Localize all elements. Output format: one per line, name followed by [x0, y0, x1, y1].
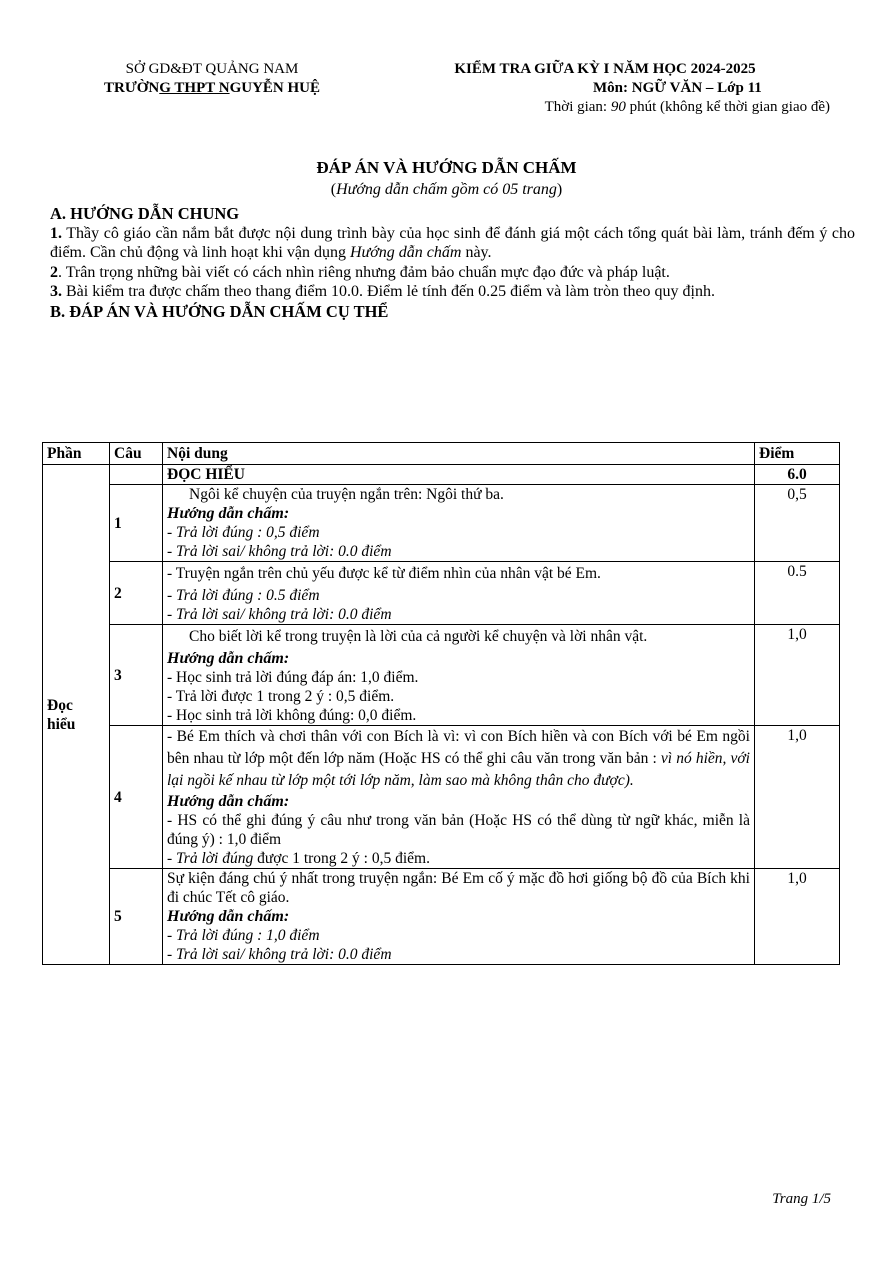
rule-number: 3. [50, 283, 62, 300]
subject-line: Môn: NGỮ VĂN – Lớp 11 [593, 80, 762, 96]
general-guide [50, 204, 855, 321]
guide-line: - Trả lời được 1 trong 2 ý : 0,5 điểm. [167, 688, 395, 705]
guide-line: - Trả lời đúng : 0,5 điểm [167, 524, 320, 541]
guide-label: Hướng dẫn chấm: [167, 908, 290, 925]
rule-number: 1. [50, 224, 62, 242]
question-number: 4 [110, 726, 163, 869]
points-cell: 0.5 [755, 562, 840, 625]
section-a-heading: A. HƯỚNG DẪN CHUNG [50, 204, 240, 223]
points-cell: 1,0 [755, 869, 840, 965]
rule-2 [50, 263, 855, 283]
guide-line: - Trả lời sai/ không trả lời: 0.0 điểm [167, 606, 392, 623]
table-row [43, 485, 840, 562]
points-cell: 1,0 [755, 726, 840, 869]
subtitle-text: Hướng dẫn chấm gồm có 05 trang [336, 181, 557, 198]
content-cell [163, 726, 755, 869]
guide-label: Hướng dẫn chấm: [167, 650, 290, 667]
header-left [62, 60, 362, 98]
department-name: SỞ GD&ĐT QUẢNG NAM [125, 61, 299, 77]
rule-text: Bài kiểm tra được chấm theo thang điểm 10.0. Điểm lẻ tính đến 0.25 điểm và làm tròn theo quy định. [62, 283, 715, 300]
question-number: 1 [110, 485, 163, 562]
time-value: 90 [610, 99, 626, 115]
col-part-header: Phần [43, 443, 110, 465]
answer-text: Ngôi kể chuyện của truyện ngắn trên: Ngôi thứ ba. [189, 486, 504, 503]
content-cell [163, 485, 755, 562]
exam-title: KIỂM TRA GIỮA KỲ I NĂM HỌC 2024-2025 [454, 61, 756, 77]
school-name-underlined: G THPT N [159, 80, 230, 96]
content-cell [163, 869, 755, 965]
document-title: ĐÁP ÁN VÀ HƯỚNG DẪN CHẤM [316, 158, 577, 177]
question-number: 5 [110, 869, 163, 965]
page-number: Trang 1/5 [772, 1191, 831, 1207]
grading-table [42, 442, 840, 965]
guide-line: - HS có thể ghi đúng ý câu như trong văn bản (Hoặc HS có thể dùng từ ngữ khác, miễn là đúng ý) : 1,0 điểm [167, 812, 750, 848]
col-points-header: Điểm [755, 443, 840, 465]
guide-label: Hướng dẫn chấm: [167, 505, 290, 522]
table-row [43, 726, 840, 869]
question-cell [110, 465, 163, 485]
guide-line: - Học sinh trả lời đúng đáp án: 1,0 điểm. [167, 669, 419, 686]
subtitle-paren: ( [330, 181, 337, 198]
answer-text: Cho biết lời kể trong truyện là lời của cả người kể chuyện và lời nhân vật. [189, 628, 648, 645]
answer-text: Sự kiện đáng chú ý nhất trong truyện ngắn: Bé Em cố ý mặc đồ hơi giống bộ đồ của Bích khi đi chúc Tết cô giáo. [167, 870, 750, 906]
subtitle-paren: ) [556, 181, 563, 198]
time-line [380, 98, 830, 117]
question-number: 3 [110, 625, 163, 726]
rule-number: 2 [50, 263, 58, 281]
rule-text: . Trân trọng những bài viết có cách nhìn riêng nhưng đảm bảo chuẩn mực đạo đức và pháp luật. [58, 263, 670, 281]
content-cell [163, 625, 755, 726]
school-name [62, 79, 362, 98]
question-number: 2 [110, 562, 163, 625]
guide-label: Hướng dẫn chấm: [167, 793, 290, 810]
guide-tail: được 1 trong 2 ý : 0,5 điểm. [253, 850, 430, 867]
section-b-heading: B. ĐÁP ÁN VÀ HƯỚNG DẪN CHẤM CỤ THỂ [50, 301, 389, 321]
rule-1 [50, 224, 855, 263]
rule-text: Thầy cô giáo cần nắm bắt được nội dung trình bày của học sinh để đánh giá một cách tổng quát bài làm, tránh đếm ý cho điểm. Cần chủ động và linh hoạt khi vận dụng [50, 224, 855, 261]
guide-italic: - Trả lời đúng [167, 850, 254, 867]
answer-text [167, 726, 750, 792]
guide-line: - Trả lời sai/ không trả lời: 0.0 điểm [167, 543, 392, 560]
header-right [380, 60, 830, 117]
answer-text: - Truyện ngắn trên chủ yếu được kể từ điểm nhìn của nhân vật bé Em. [167, 565, 601, 582]
table-row [43, 465, 840, 485]
rule-tail: này. [461, 244, 492, 261]
table-row [43, 562, 840, 625]
points-cell: 0,5 [755, 485, 840, 562]
time-prefix: Thời gian: [544, 99, 611, 115]
content-cell [163, 562, 755, 625]
points-cell: 1,0 [755, 625, 840, 726]
col-content-header: Nội dung [163, 443, 755, 465]
answer-main: - Bé Em thích và chơi thân với con Bích là vì: vì con Bích hiền và con Bích với bé Em ngồi bên nhau từ lớp một đến lớp năm (Hoặc HS có thể ghi câu văn trong văn bản : [167, 728, 750, 767]
rule-italic: Hướng dẫn chấm [349, 244, 462, 261]
section-label: ĐỌC HIỂU [163, 465, 755, 485]
document-subtitle [0, 180, 893, 199]
col-question-header: Câu [110, 443, 163, 465]
school-name-part: TRƯỜN [103, 80, 160, 96]
table-row [43, 869, 840, 965]
guide-line: - Trả lời đúng : 0.5 điểm [167, 587, 320, 604]
part-cell: Đọc hiểu [43, 465, 110, 965]
time-suffix: phút (không kể thời gian giao đề) [625, 99, 830, 115]
rule-3 [50, 282, 855, 302]
answer-quote: vì nó hiền, với lại ngồi kế nhau từ lớp một tới lớp năm, làm sao mà không thân cho được). [167, 750, 750, 789]
guide-line: - Học sinh trả lời không đúng: 0,0 điểm. [167, 707, 417, 724]
section-points: 6.0 [755, 465, 840, 485]
table-row [43, 625, 840, 726]
guide-line [167, 849, 750, 868]
school-name-part: GUYỄN HUỆ [229, 80, 321, 96]
guide-line: - Trả lời đúng : 1,0 điểm [167, 927, 320, 944]
guide-line: - Trả lời sai/ không trả lời: 0.0 điểm [167, 946, 392, 963]
table-header-row [43, 443, 840, 465]
